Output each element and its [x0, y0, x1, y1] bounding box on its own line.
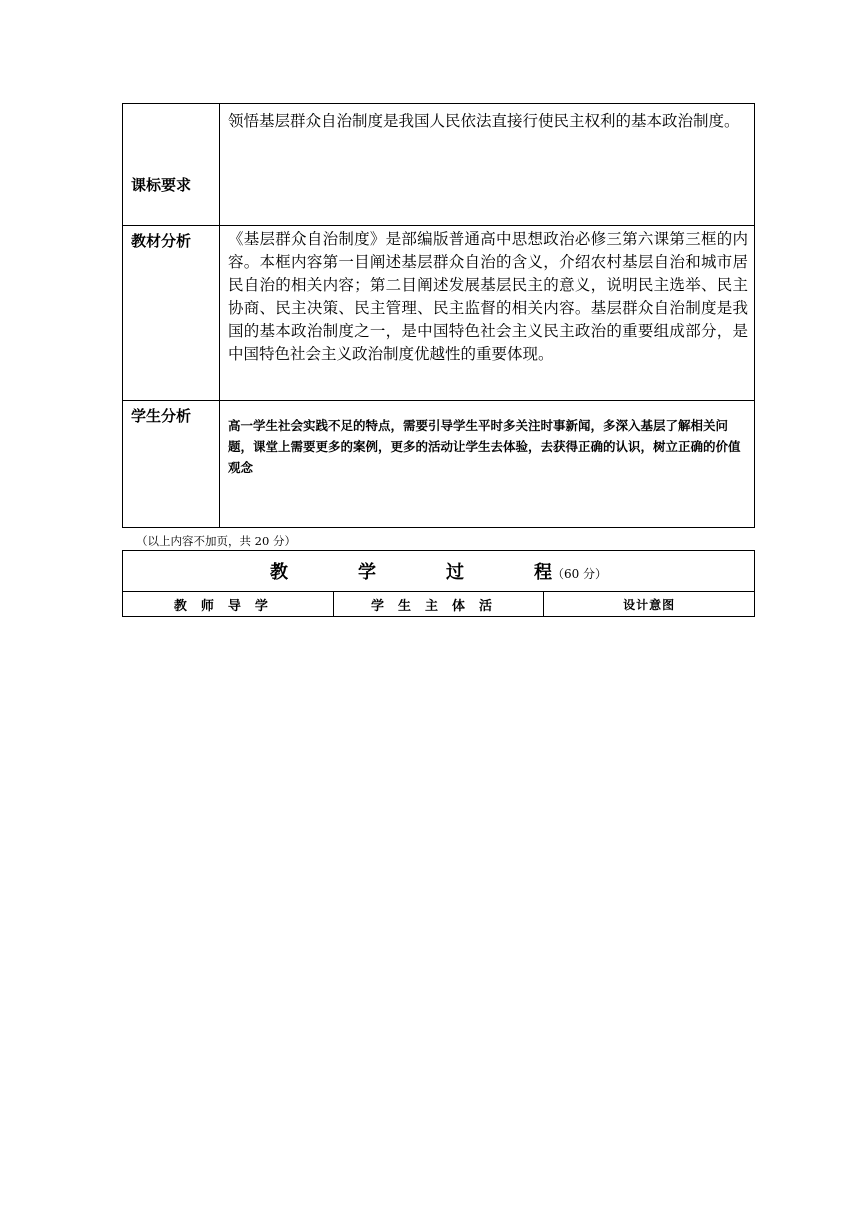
process-table: [122, 550, 755, 617]
lesson-info-table: [122, 103, 755, 528]
table-row: [123, 104, 755, 226]
row-content: 高一学生社会实践不足的特点，需要引导学生平时多关注时事新闻，多深入基层了解相关问题，课堂上需要更多的案例，更多的活动让学生去体验，去获得正确的认识，树立正确的价值观念: [220, 401, 755, 528]
table-row: [123, 226, 755, 401]
row-label: 学生分析: [123, 401, 220, 528]
process-score: （60 分）: [551, 567, 608, 581]
table-row: [123, 401, 755, 528]
process-char: 教: [269, 562, 288, 583]
column-header-teacher: 教师导学: [123, 592, 334, 617]
process-char: 程: [533, 562, 552, 583]
column-header-design: 设计意图: [544, 592, 755, 617]
row-content: 领悟基层群众自治制度是我国人民依法直接行使民主权利的基本政治制度。: [220, 104, 755, 226]
row-content: 《基层群众自治制度》是部编版普通高中思想政治必修三第六课第三框的内容。本框内容第一目阐述基层群众自治的含义，介绍农村基层自治和城市居民自治的相关内容；第二目阐述发展基层民主的意义，说明民主选举、民主协商、民主决策、民主管理、民主监督的相关内容。基层群众自治制度是我国的基本政治制度之一，是中国特色社会主义民主政治的重要组成部分，是中国特色社会主义政治制度优越性的重要体现。: [220, 226, 755, 401]
score-note: （以上内容不加页，共 20 分）: [136, 534, 296, 548]
process-char: 学: [357, 562, 376, 583]
row-label: 教材分析: [123, 226, 220, 401]
process-char: 过: [445, 562, 464, 583]
process-title: [123, 551, 755, 592]
row-label: 课标要求: [123, 104, 220, 226]
column-header-student: 学生主体活: [333, 592, 544, 617]
